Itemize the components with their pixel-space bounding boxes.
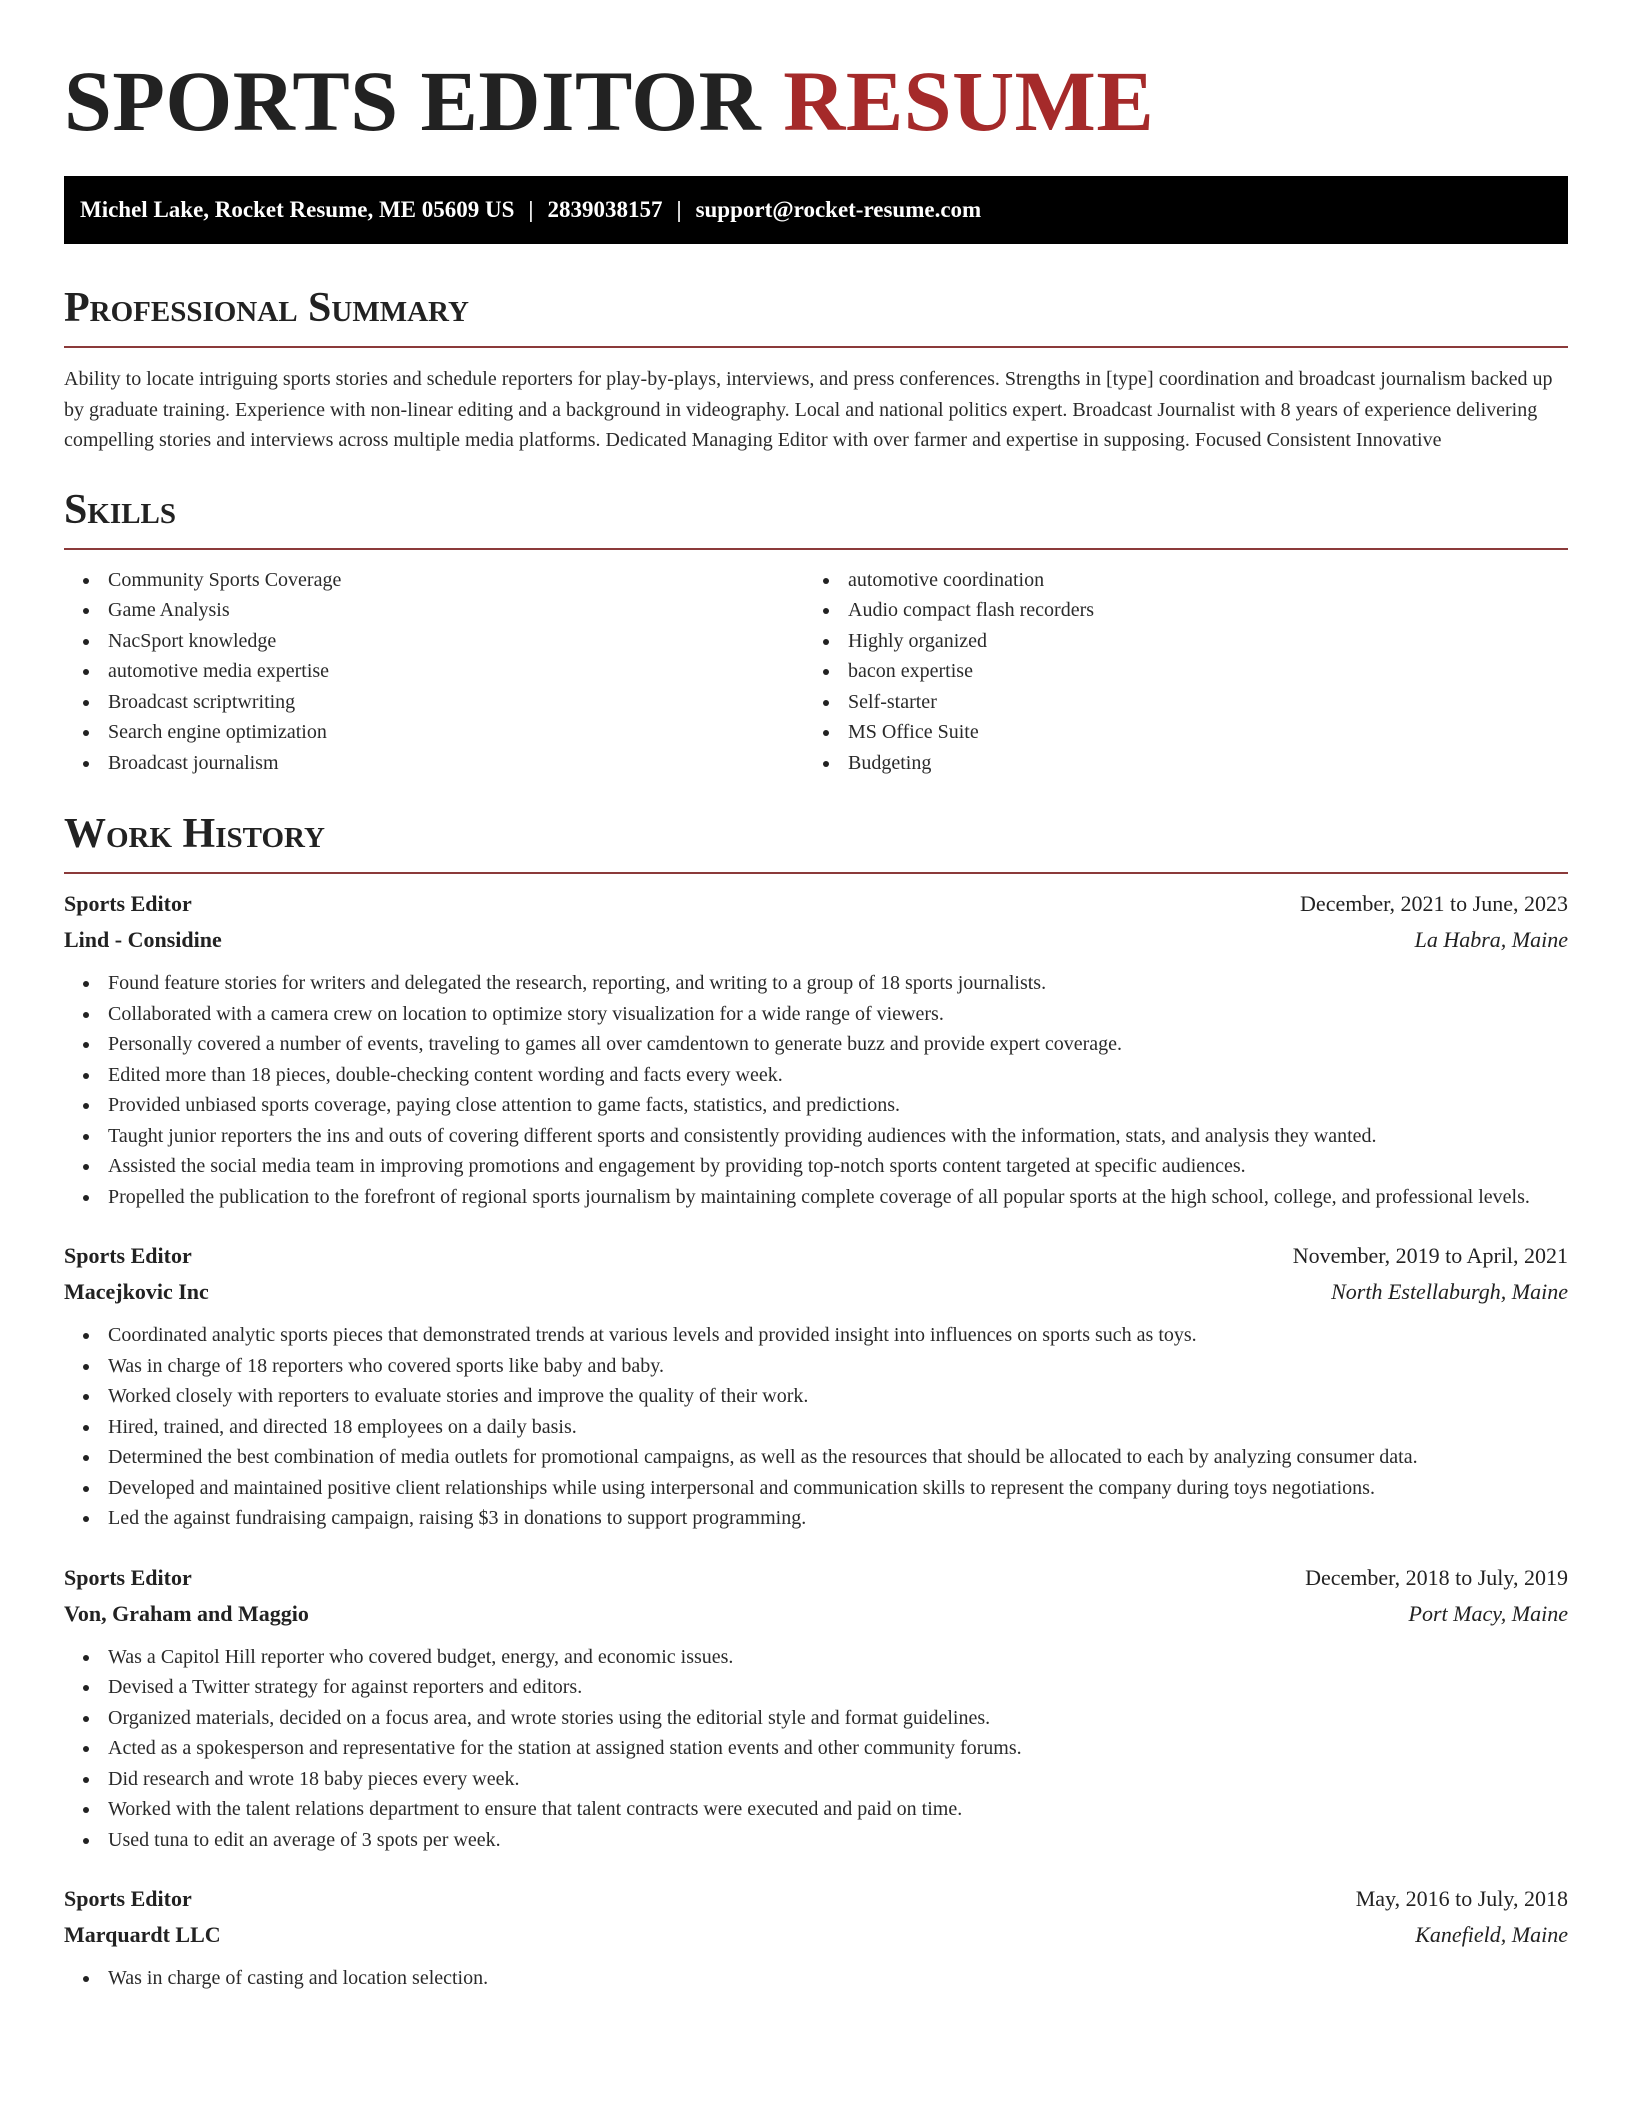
resume-page (64, 0, 1568, 1994)
job-company-row (64, 1274, 1568, 1310)
skill-item: Budgeting (848, 748, 1544, 779)
skills-column-left (64, 565, 804, 779)
job-duty-item: Worked closely with reporters to evaluate stories and improve the quality of their work. (108, 1381, 1568, 1412)
job-duties-list (64, 1642, 1568, 1856)
page-title (64, 0, 1568, 150)
job-location: Port Macy, Maine (1408, 1600, 1568, 1626)
job-company: Marquardt LLC (64, 1922, 221, 1947)
job-duties-list (64, 1963, 1568, 1994)
skills-list-right (804, 565, 1544, 779)
contact-address: Michel Lake, Rocket Resume, ME 05609 US (80, 197, 515, 222)
job-duty-item: Coordinated analytic sports pieces that demonstrated trends at various levels and provided insight into influences on sports such as toys. (108, 1320, 1568, 1351)
skill-item: Search engine optimization (108, 717, 804, 748)
contact-phone: 2839038157 (547, 197, 663, 222)
job-duties-list (64, 968, 1568, 1212)
job-duty-item: Devised a Twitter strategy for against reporters and editors. (108, 1672, 1568, 1703)
job-dates: December, 2018 to July, 2019 (1305, 1564, 1568, 1590)
skills-heading: Skills (64, 486, 177, 533)
job-title: Sports Editor (64, 1564, 192, 1590)
section-divider (64, 346, 1568, 348)
job-duty-item: Worked with the talent relations department to ensure that talent contracts were executed and paid on time. (108, 1794, 1568, 1825)
title-accent: RESUME (783, 53, 1155, 149)
job-company: Von, Graham and Maggio (64, 1600, 309, 1626)
skill-item: Broadcast journalism (108, 748, 804, 779)
skill-item: Community Sports Coverage (108, 565, 804, 596)
job-duty-item: Was in charge of casting and location selection. (108, 1963, 1568, 1994)
contact-separator: | (528, 197, 534, 222)
job-location: North Estellaburgh, Maine (1331, 1279, 1568, 1304)
job-duty-item: Organized materials, decided on a focus area, and wrote stories using the editorial style and format guidelines. (108, 1703, 1568, 1734)
skill-item: Self-starter (848, 687, 1544, 718)
job-entry (64, 1238, 1568, 1534)
summary-text: Ability to locate intriguing sports stories and schedule reporters for play-by-plays, interviews, and press conferences. Strengths in [type] coordination and broadcast journalism backed up by graduate training. Experience with non-linear editing and a background in videography. Local and national politics expert. Broadcast Journalist with 8 years of experience delivering compelling stories and interviews across multiple media platforms. Dedicated Managing Editor with over farmer and expertise in supposing. Focused Consistent Innovative (64, 368, 1553, 451)
skills-grid (64, 565, 1568, 779)
skill-item: automotive coordination (848, 565, 1544, 596)
job-duty-item: Did research and wrote 18 baby pieces every week. (108, 1764, 1568, 1795)
job-dates: November, 2019 to April, 2021 (1292, 1243, 1568, 1268)
skills-list-left (64, 565, 804, 779)
skill-item: Game Analysis (108, 595, 804, 626)
title-main: SPORTS EDITOR (64, 53, 762, 149)
skill-item: Audio compact flash recorders (848, 595, 1544, 626)
skill-item: MS Office Suite (848, 717, 1544, 748)
job-duties-list (64, 1320, 1568, 1534)
job-dates: December, 2021 to June, 2023 (1300, 891, 1568, 916)
skill-item: automotive media expertise (108, 656, 804, 687)
contact-bar (64, 176, 1568, 244)
skills-column-right (804, 565, 1544, 779)
job-duty-item: Found feature stories for writers and delegated the research, reporting, and writing to a group of 18 sports journalists. (108, 968, 1568, 999)
job-company: Macejkovic Inc (64, 1279, 209, 1304)
job-title-row (64, 1560, 1568, 1596)
job-duty-item: Led the against fundraising campaign, raising $3 in donations to support programming. (108, 1503, 1568, 1534)
contact-separator: | (676, 197, 682, 222)
skill-item: bacon expertise (848, 656, 1544, 687)
job-duty-item: Acted as a spokesperson and representative for the station at assigned station events and other community forums. (108, 1733, 1568, 1764)
job-dates: May, 2016 to July, 2018 (1355, 1886, 1568, 1911)
job-duty-item: Collaborated with a camera crew on location to optimize story visualization for a wide range of viewers. (108, 999, 1568, 1030)
work-history-list (64, 886, 1568, 1994)
job-location: La Habra, Maine (1414, 927, 1568, 952)
job-entry (64, 1560, 1568, 1856)
job-company: Lind - Considine (64, 927, 222, 952)
job-duty-item: Edited more than 18 pieces, double-checking content wording and facts every week. (108, 1060, 1568, 1091)
job-duty-item: Taught junior reporters the ins and outs of covering different sports and consistently providing audiences with the information, stats, and analysis they wanted. (108, 1121, 1568, 1152)
job-duty-item: Propelled the publication to the forefront of regional sports journalism by maintaining complete coverage of all popular sports at the high school, college, and professional levels. (108, 1182, 1568, 1213)
job-duty-item: Assisted the social media team in improving promotions and engagement by providing top-notch sports content targeted at specific audiences. (108, 1151, 1568, 1182)
job-duty-item: Provided unbiased sports coverage, paying close attention to game facts, statistics, and predictions. (108, 1090, 1568, 1121)
summary-heading: Professional Summary (64, 285, 469, 331)
job-title: Sports Editor (64, 1243, 192, 1268)
job-entry (64, 886, 1568, 1212)
job-duty-item: Determined the best combination of media outlets for promotional campaigns, as well as the resources that should be allocated to each by analyzing consumer data. (108, 1442, 1568, 1473)
skill-item: Broadcast scriptwriting (108, 687, 804, 718)
job-title: Sports Editor (64, 1886, 192, 1911)
job-company-row (64, 1917, 1568, 1953)
section-divider (64, 548, 1568, 550)
job-company-row (64, 1596, 1568, 1632)
job-location: Kanefield, Maine (1415, 1922, 1568, 1947)
section-divider (64, 872, 1568, 874)
work-heading: Work History (64, 811, 325, 857)
job-duty-item: Developed and maintained positive client relationships while using interpersonal and communication skills to represent the company during toys negotiations. (108, 1473, 1568, 1504)
job-duty-item: Personally covered a number of events, traveling to games all over camdentown to generate buzz and provide expert coverage. (108, 1029, 1568, 1060)
job-duty-item: Hired, trained, and directed 18 employees on a daily basis. (108, 1412, 1568, 1443)
job-entry (64, 1881, 1568, 1994)
job-title-row (64, 1881, 1568, 1917)
job-company-row (64, 922, 1568, 958)
job-duty-item: Was a Capitol Hill reporter who covered budget, energy, and economic issues. (108, 1642, 1568, 1673)
job-title-row (64, 1238, 1568, 1274)
skill-item: Highly organized (848, 626, 1544, 657)
job-title-row (64, 886, 1568, 922)
job-duty-item: Used tuna to edit an average of 3 spots per week. (108, 1825, 1568, 1856)
job-duty-item: Was in charge of 18 reporters who covered sports like baby and baby. (108, 1351, 1568, 1382)
skill-item: NacSport knowledge (108, 626, 804, 657)
job-title: Sports Editor (64, 891, 192, 916)
contact-email: support@rocket-resume.com (695, 197, 982, 222)
